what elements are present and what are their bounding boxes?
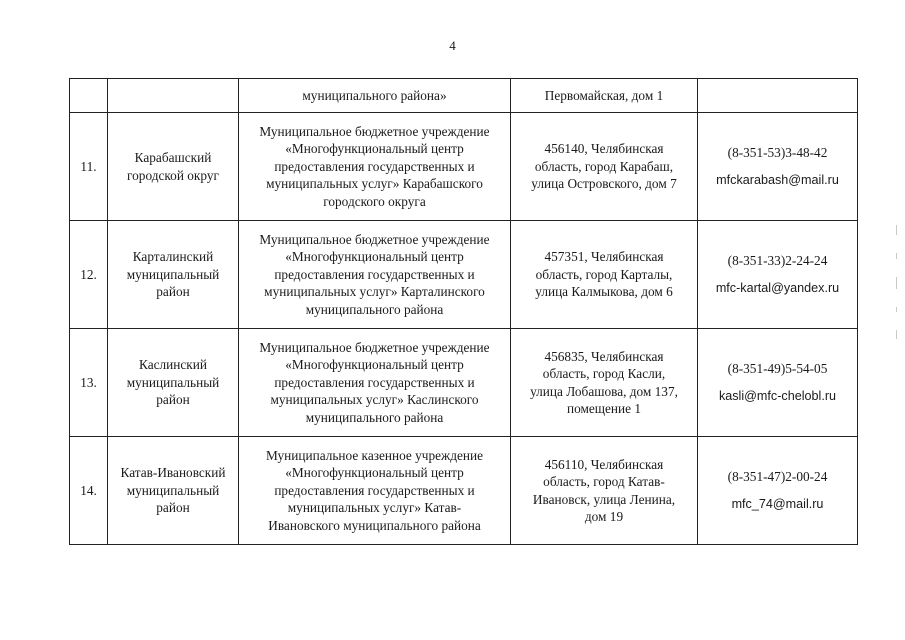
cell-address — [511, 329, 698, 437]
name-line: муниципальный — [126, 266, 220, 282]
org-line: предоставления государственных и — [274, 482, 475, 498]
name-line: Карабашский — [134, 150, 212, 165]
org-line: «Многофункциональный центр — [285, 141, 464, 157]
cell-organization — [239, 221, 511, 329]
name-line: район — [156, 392, 190, 408]
email-address: kasli@mfc-chelobl.ru — [718, 388, 837, 403]
email-address: mfckarabash@mail.ru — [716, 172, 839, 187]
name-line: Каслинский — [139, 357, 207, 373]
address-line: область, город Карабаш, — [534, 158, 674, 174]
address-line: 457351, Челябинская — [544, 249, 664, 265]
cell-contacts — [698, 437, 858, 545]
name-line: городской округ — [127, 167, 219, 183]
scan-margin-marks — [896, 225, 899, 357]
name-line: муниципальный — [126, 374, 220, 390]
cell-address — [511, 437, 698, 545]
cell-number: 14. — [70, 437, 108, 545]
cell-contacts — [698, 329, 858, 437]
email-address: mfc-kartal@yandex.ru — [715, 280, 840, 295]
mfc-registry-table — [69, 78, 858, 545]
phone-number: (8-351-53)3-48-42 — [727, 145, 828, 160]
org-line: Муниципальное бюджетное учреждение — [259, 339, 490, 355]
org-line: «Многофункциональный центр — [285, 357, 464, 373]
org-line: Муниципальное казенное учреждение — [265, 447, 484, 463]
table-row-continuation — [70, 79, 858, 113]
org-line: муниципального района — [305, 301, 444, 317]
address-line: помещение 1 — [566, 401, 642, 416]
org-line: предоставления государственных и — [274, 266, 475, 282]
cell-contacts — [698, 79, 858, 113]
address-line: 456140, Челябинская — [544, 141, 664, 157]
phone-number: (8-351-33)2-24-24 — [727, 253, 828, 268]
name-line: район — [156, 284, 190, 300]
org-line: муниципальных услуг» Карабашского — [266, 176, 483, 192]
org-line: предоставления государственных и — [274, 158, 475, 174]
org-line: муниципальных услуг» Катав- — [287, 500, 462, 516]
address-line: дом 19 — [584, 509, 624, 524]
cell-name — [108, 113, 239, 221]
address-line: область, город Карталы, — [535, 266, 673, 282]
org-line: «Многофункциональный центр — [285, 249, 464, 265]
cell-organization — [239, 437, 511, 545]
cell-name — [108, 221, 239, 329]
phone-number: (8-351-47)2-00-24 — [727, 469, 828, 484]
table-row — [70, 329, 858, 437]
table-row — [70, 437, 858, 545]
cell-name — [108, 329, 239, 437]
phone-number: (8-351-49)5-54-05 — [727, 361, 828, 376]
cell-number: 13. — [70, 329, 108, 437]
cell-name — [108, 79, 239, 113]
email-address: mfc_74@mail.ru — [731, 496, 824, 511]
org-line: Ивановского муниципального района — [268, 517, 481, 533]
cell-organization — [239, 113, 511, 221]
address-line: улица Островского, дом 7 — [531, 176, 677, 192]
address-line: 456835, Челябинская — [544, 348, 664, 364]
org-line: Муниципальное бюджетное учреждение — [259, 123, 490, 139]
cell-organization: муниципального района» — [239, 79, 511, 113]
cell-number: 12. — [70, 221, 108, 329]
cell-organization — [239, 329, 511, 437]
address-line: область, город Катав- — [543, 474, 665, 489]
name-line: Карталинский — [132, 249, 214, 265]
name-line: муниципальный — [126, 482, 220, 498]
cell-number: 11. — [70, 113, 108, 221]
org-line: Муниципальное бюджетное учреждение — [259, 231, 490, 247]
cell-contacts — [698, 113, 858, 221]
cell-name — [108, 437, 239, 545]
address-line: область, город Касли, — [542, 366, 666, 381]
org-line: муниципальных услуг» Каслинского — [270, 392, 479, 408]
org-line: предоставления государственных и — [274, 374, 475, 390]
org-line: городского округа — [323, 193, 426, 209]
address-line: улица Калмыкова, дом 6 — [535, 284, 673, 300]
table-row — [70, 221, 858, 329]
address-line: улица Лобашова, дом 137, — [530, 383, 678, 399]
address-line: Ивановск, улица Ленина, — [532, 491, 676, 507]
cell-address — [511, 221, 698, 329]
cell-address — [511, 113, 698, 221]
cell-address: Первомайская, дом 1 — [511, 79, 698, 113]
org-line: «Многофункциональный центр — [285, 465, 464, 481]
cell-contacts — [698, 221, 858, 329]
table-row — [70, 113, 858, 221]
address-line: 456110, Челябинская — [544, 456, 664, 472]
org-line: муниципальных услуг» Карталинского — [264, 284, 485, 300]
cell-number — [70, 79, 108, 113]
page-number: 4 — [449, 38, 456, 53]
name-line: Катав-Ивановский — [120, 465, 226, 481]
org-line: муниципального района — [305, 409, 444, 425]
name-line: район — [156, 500, 190, 516]
